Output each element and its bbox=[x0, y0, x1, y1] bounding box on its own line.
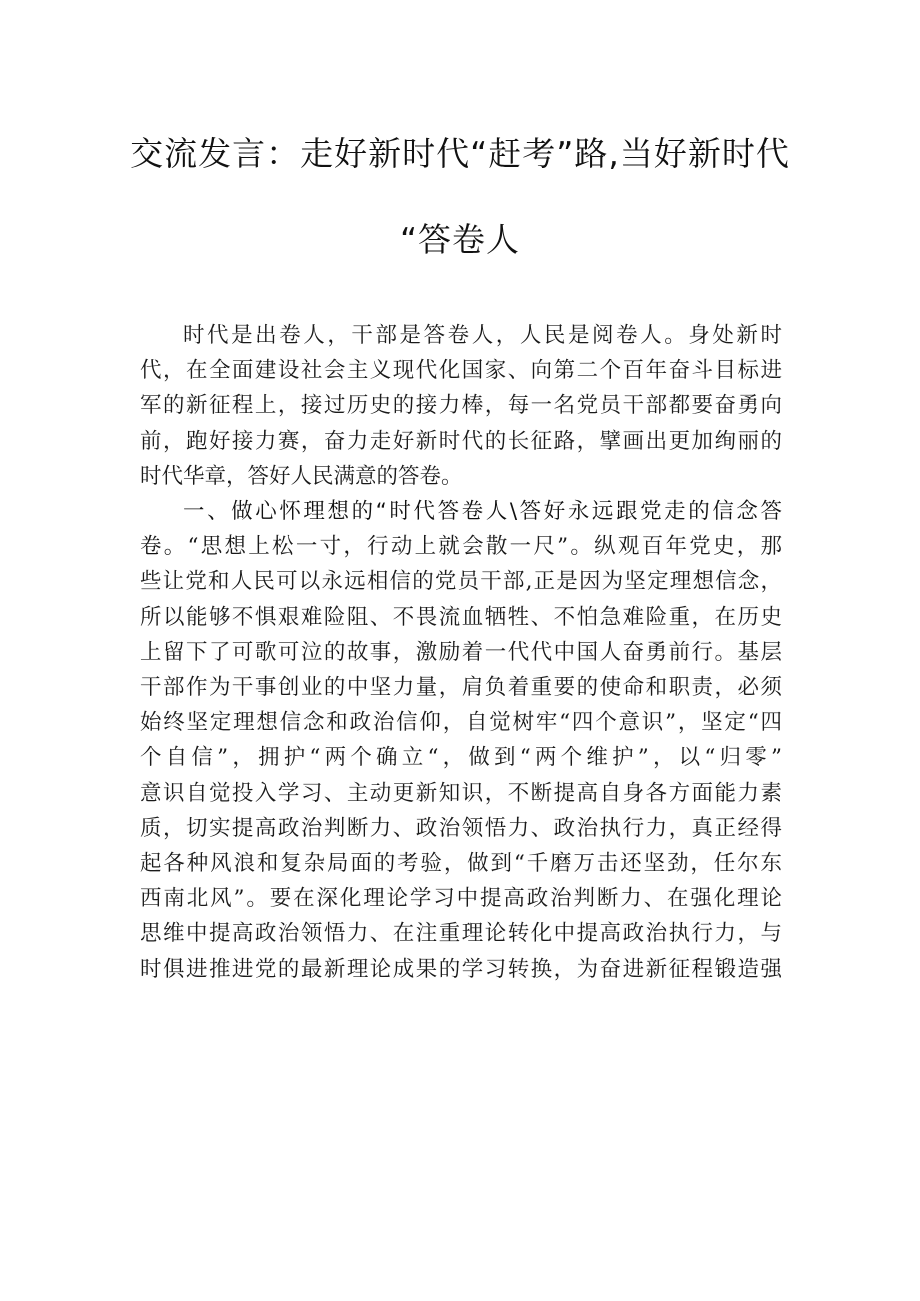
intro-line: 前，跑好接力赛，奋力走好新时代的长征路，擘画出更加绚丽的 bbox=[140, 428, 782, 454]
section-1-line: 西南北风”。要在深化理论学习中提高政治判断力、在强化理论 bbox=[140, 886, 782, 912]
section-1-heading: 一、做心怀理想的“时代答卷人\答好永远跟党走的信念答 bbox=[183, 499, 782, 525]
section-1-paragraph bbox=[140, 494, 782, 987]
section-1-line: 上留下了可歌可泣的故事，激励着一代代中国人奋勇前行。基层 bbox=[140, 639, 782, 665]
section-1-line: 始终坚定理想信念和政治信仰，自觉树牢“四个意识”，坚定“四 bbox=[140, 710, 782, 736]
section-1-line: 干部作为干事创业的中坚力量，肩负着重要的使命和职责，必须 bbox=[140, 675, 782, 701]
section-1-line bbox=[140, 529, 782, 564]
intro-paragraph bbox=[140, 318, 782, 494]
section-1-line: 些让党和人民可以永远相信的党员干部,正是因为坚定理想信念， bbox=[140, 569, 782, 595]
section-1-line: 所以能够不惧艰难险阻、不畏流血牺牲、不怕急难险重，在历史 bbox=[140, 604, 782, 630]
section-1-line: 思维中提高政治领悟力、在注重理论转化中提高政治执行力，与 bbox=[140, 921, 782, 947]
section-1-line: 质，切实提高政治判断力、政治领悟力、政治执行力，真正经得 bbox=[140, 815, 782, 841]
intro-line: 代，在全面建设社会主义现代化国家、向第二个百年奋斗目标进 bbox=[140, 358, 782, 384]
section-1-line: 起各种风浪和复杂局面的考验，做到“千磨万击还坚劲，任尔东 bbox=[140, 851, 782, 877]
section-1-line: 意识自觉投入学习、主动更新知识，不断提高自身各方面能力素 bbox=[140, 780, 782, 806]
section-1-line: 个自信”，拥护“两个确立“，做到“两个维护”，以“归零” bbox=[140, 745, 782, 771]
intro-line: 时代是出卷人，干部是答卷人，人民是阅卷人。身处新时 bbox=[183, 323, 782, 348]
intro-line: 时代华章，答好人民满意的答卷。 bbox=[140, 463, 463, 489]
document-title-line-1: 交流发言：走好新时代“赶考”路,当好新时代 bbox=[130, 134, 790, 173]
document-title-line-2: “答卷人 bbox=[399, 220, 521, 259]
intro-line: 军的新征程上，接过历史的接力棒，每一名党员干部都要奋勇向 bbox=[140, 393, 782, 419]
section-1-first-text: “思想上松一寸，行动上就会散一尺”。纵观百年党史，那 bbox=[187, 534, 782, 560]
section-1-line: 时俱进推进党的最新理论成果的学习转换，为奋进新征程锻造强 bbox=[140, 956, 782, 982]
document-body bbox=[140, 318, 782, 987]
section-1-heading-tail: 卷。 bbox=[140, 534, 188, 560]
